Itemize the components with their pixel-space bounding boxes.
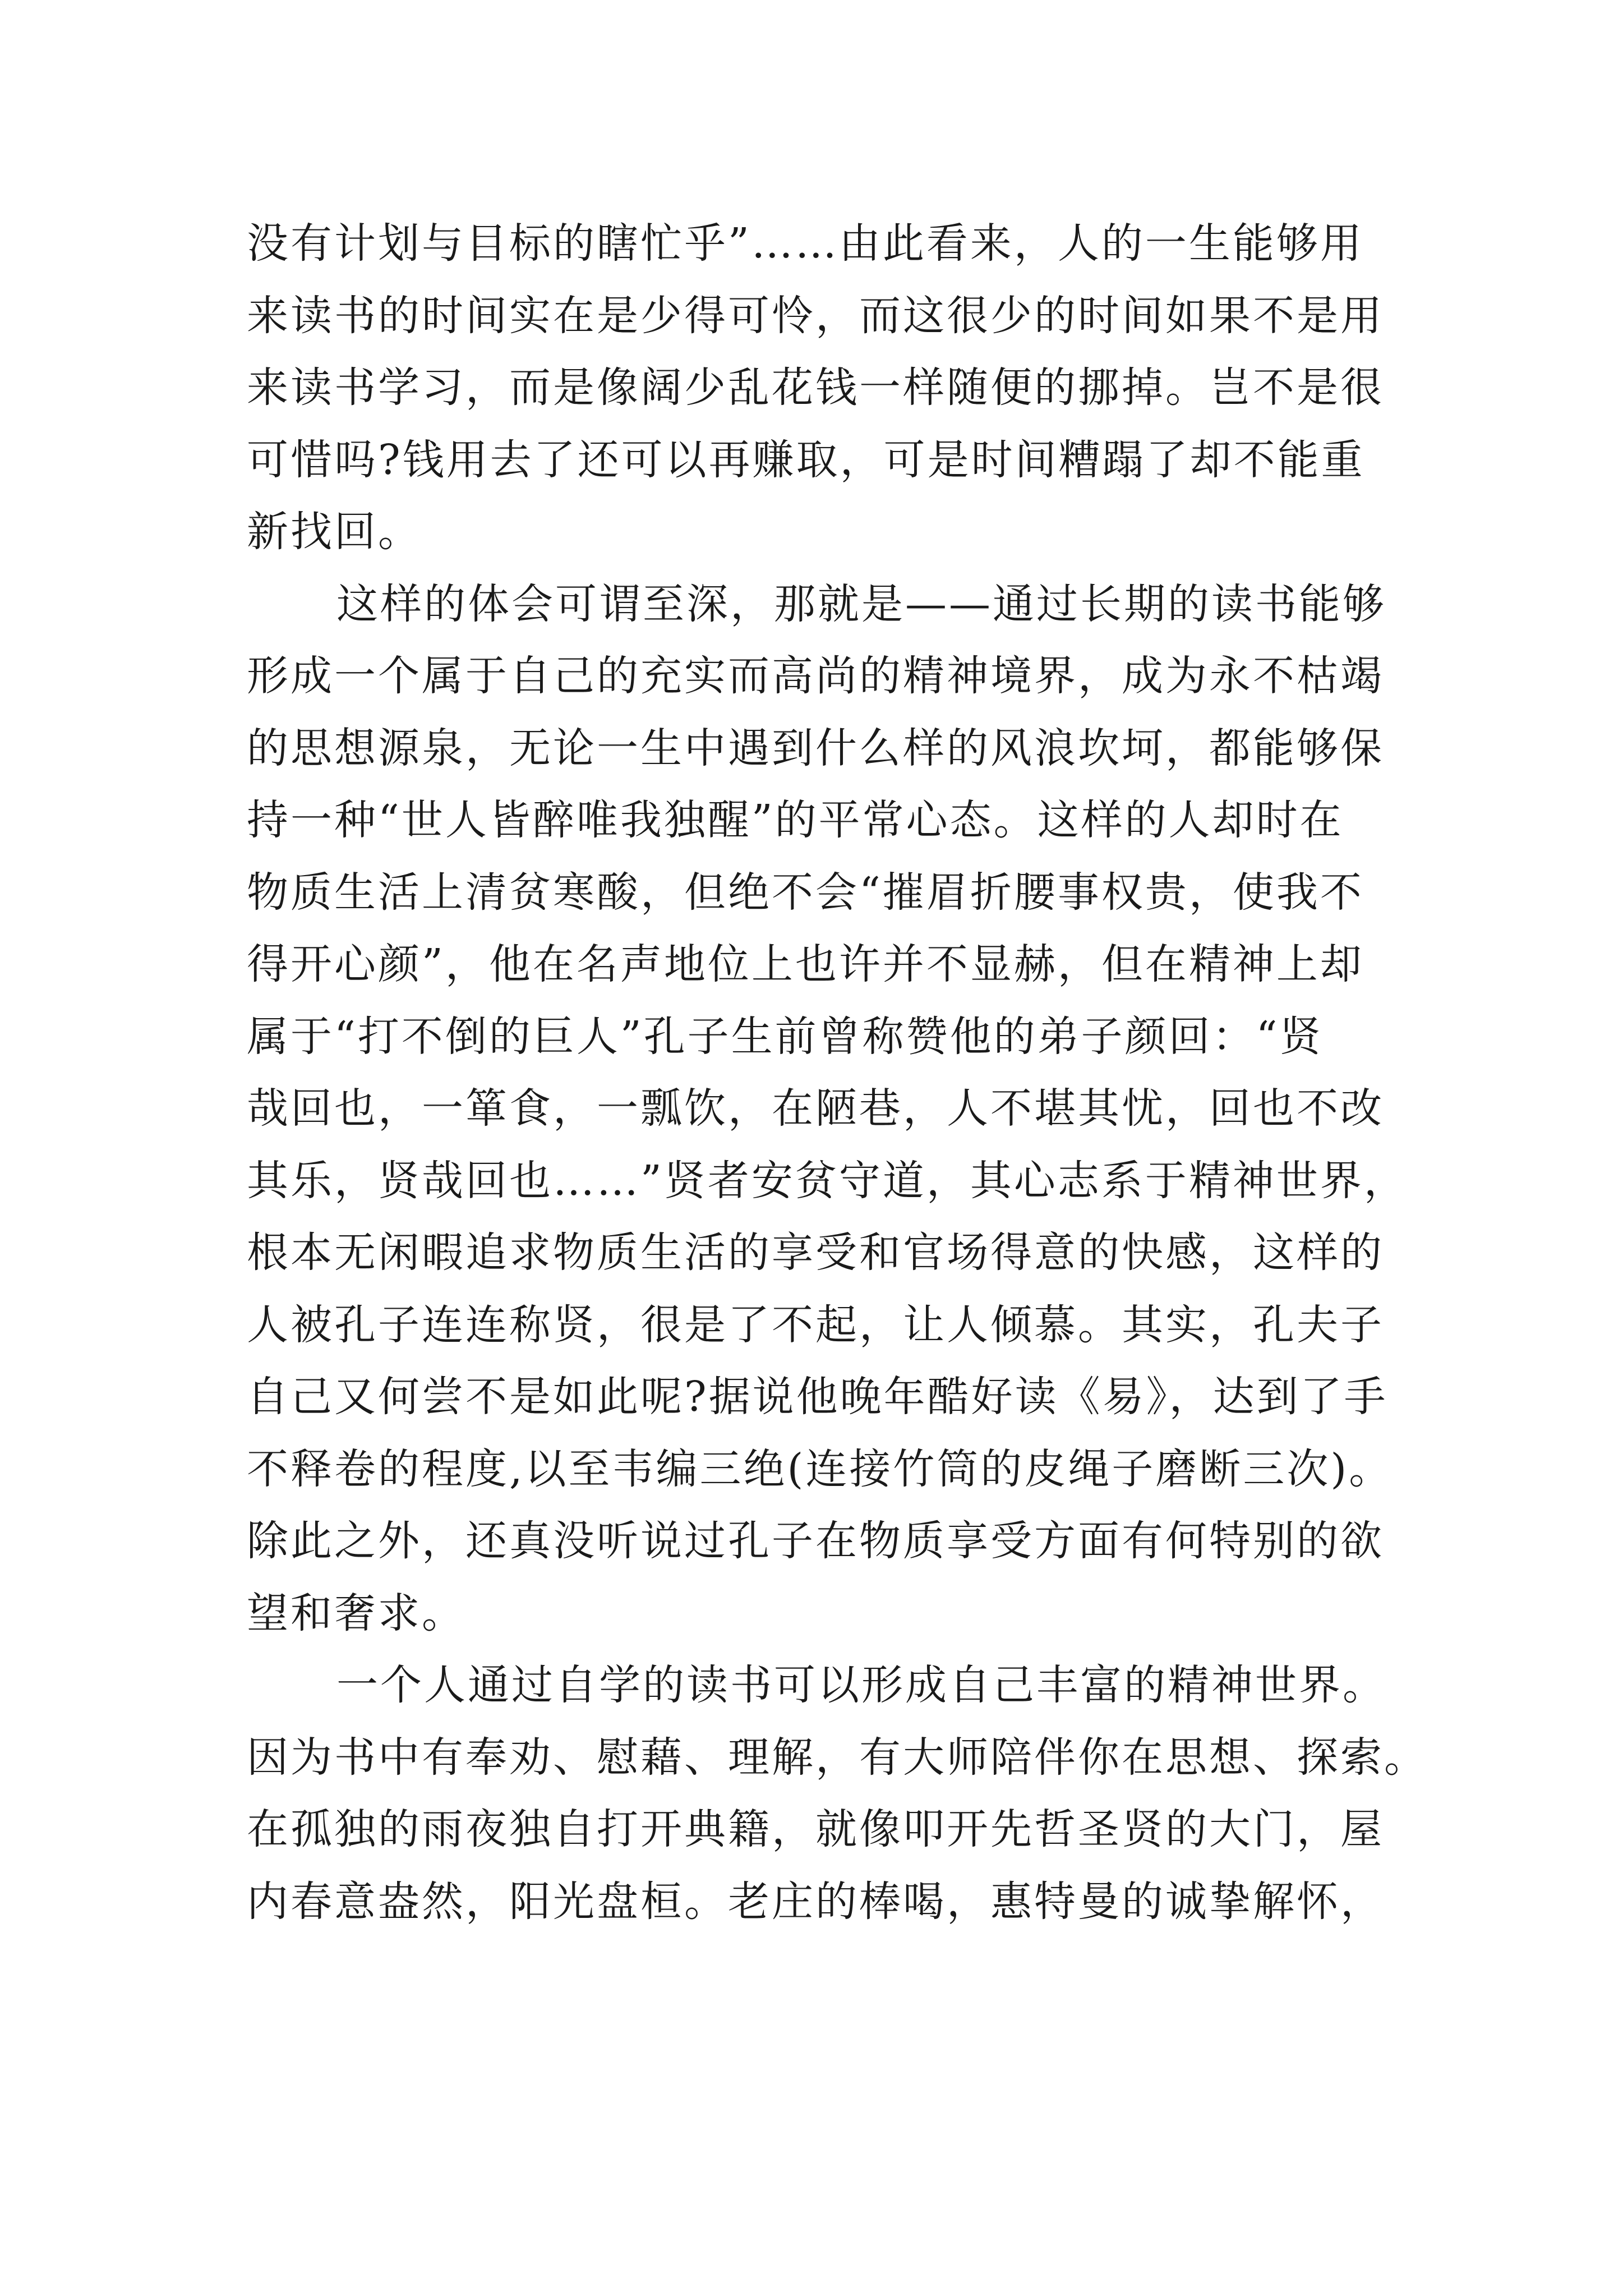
text-line: 持一种“世人皆醉唯我独醒”的平常心态。这样的人却时在	[247, 796, 1344, 844]
text-line: 除此之外，还真没听说过孔子在物质享受方面有何特别的欲	[247, 1517, 1384, 1565]
text-line: 来读书的时间实在是少得可怜，而这很少的时间如果不是用	[247, 291, 1384, 340]
text-line: 可惜吗?钱用去了还可以再赚取，可是时间糟蹋了却不能重	[247, 435, 1365, 484]
text-line: 内春意盎然，阳光盘桓。老庄的棒喝，惠特曼的诚挚解怀，	[247, 1877, 1384, 1926]
text-line: 根本无闲暇追求物质生活的享受和官场得意的快感，这样的	[247, 1228, 1384, 1277]
text-line: 形成一个属于自己的充实而高尚的精神境界，成为永不枯竭	[247, 652, 1384, 700]
text-line: 新找回。	[247, 508, 422, 556]
text-line: 得开心颜”，他在名声地位上也许并不显赫，但在精神上却	[247, 940, 1364, 988]
text-line: 没有计划与目标的瞎忙乎”……由此看来，人的一生能够用	[247, 219, 1364, 268]
text-line: 的思想源泉，无论一生中遇到什么样的风浪坎坷，都能够保	[247, 724, 1384, 772]
text-line: 不释卷的程度,以至韦编三绝(连接竹筒的皮绳子磨断三次)。	[247, 1444, 1393, 1493]
paragraph-first-line: 一个人通过自学的读书可以形成自己丰富的精神世界。	[336, 1661, 1386, 1709]
text-line: 在孤独的雨夜独自打开典籍，就像叩开先哲圣贤的大门，屋	[247, 1805, 1384, 1853]
text-line: 望和奢求。	[247, 1589, 465, 1637]
text-line: 因为书中有奉劝、慰藉、理解，有大师陪伴你在思想、探索。	[247, 1733, 1428, 1782]
paragraph-first-line: 这样的体会可谓至深，那就是——通过长期的读书能够	[336, 579, 1386, 628]
text-line: 物质生活上清贫寒酸，但绝不会“摧眉折腰事权贵，使我不	[247, 868, 1364, 917]
text-line: 人被孔子连连称贤，很是了不起，让人倾慕。其实，孔夫子	[247, 1300, 1384, 1349]
text-line: 自己又何尝不是如此呢?据说他晚年酷好读《易》，达到了手	[247, 1373, 1388, 1421]
text-line: 哉回也，一箪食，一瓢饮，在陋巷，人不堪其忧，回也不改	[247, 1084, 1384, 1133]
text-line: 属于“打不倒的巨人”孔子生前曾称赞他的弟子颜回：“贤	[247, 1012, 1324, 1061]
text-line: 其乐，贤哉回也……”贤者安贫守道，其心志系于精神世界，	[247, 1156, 1408, 1205]
document-body	[247, 208, 1428, 1938]
text-line: 来读书学习，而是像阔少乱花钱一样随便的挪掉。岂不是很	[247, 364, 1384, 412]
